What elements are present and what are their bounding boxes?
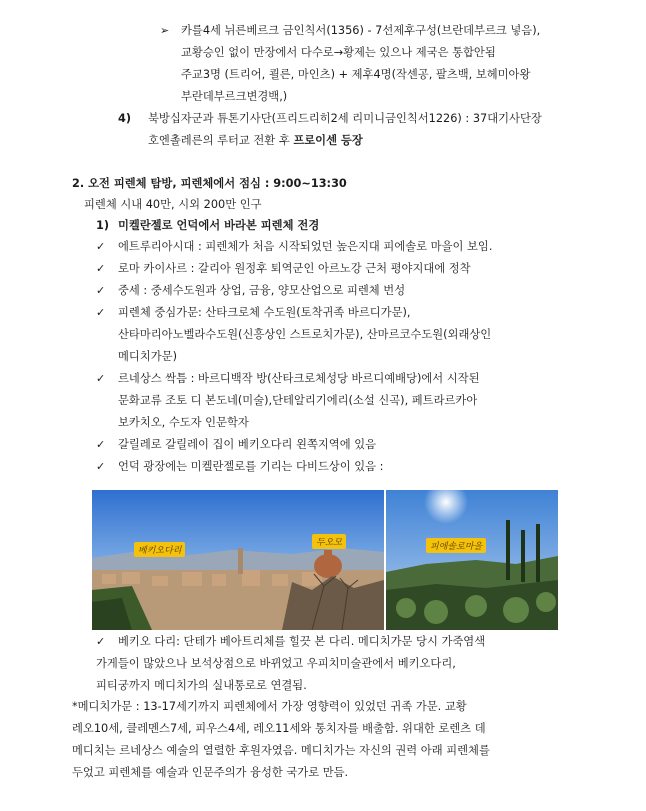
subsection-heading: 미켈란젤로 언덕에서 바라본 피렌체 전경: [118, 219, 320, 232]
vecchio-bridge-line-3: 피티궁까지 메디치가의 실내통로로 연결됨.: [96, 679, 307, 692]
check-icon: ✓: [96, 438, 106, 451]
footnote-line-3: 메디치는 르네상스 예술의 열렬한 후원자였음. 메디치가는 자신의 권력 아래 피렌체를: [72, 744, 490, 757]
photo-tag-fiesole: 피에솔로마을: [426, 538, 486, 553]
check-icon: ✓: [96, 306, 106, 319]
section-heading: 2. 오전 피렌체 탐방, 피렌체에서 점심 : 9:00~13:30: [72, 177, 347, 190]
item4-line-1: 북방십자군과 튜톤기사단(프리드리히2세 리미니금인칙서1226) : 37대기사단장: [148, 112, 542, 125]
check-item-7: 언덕 광장에는 미켈란젤로를 기리는 다비드상이 있음 :: [118, 460, 384, 473]
check-item-4-line-2: 산타마리아노벨라수도원(신흥상인 스트로치가문), 산마르코수도원(외래상인: [118, 328, 492, 341]
arrow-item-line-4: 부란데부르크변경백,): [181, 90, 288, 103]
check-icon: ✓: [96, 372, 106, 385]
check-item-1: 에트루리아시대 : 피렌체가 처음 시작되었던 높은지대 피에솔로 마을이 보임.: [118, 240, 493, 253]
check-icon: ✓: [96, 460, 106, 473]
item4-line-2-text: 호엔촐레른의 루터교 전환 후: [148, 134, 294, 147]
check-item-5-line-2: 문화교류 조토 디 본도네(미술),단테알리기에리(소설 신곡), 페트라르카아: [118, 394, 478, 407]
check-icon: ✓: [96, 635, 106, 648]
fiesole-hills-photo: [386, 490, 558, 630]
florence-panorama-photo: [92, 490, 384, 630]
footnote-line-4: 두었고 피렌체를 예술과 인문주의가 융성한 국가로 만듬.: [72, 766, 349, 779]
arrow-item-line-1: 카를4세 뉘른베르크 금인칙서(1356) - 7선제후구성(브란데부르크 넣음),: [181, 24, 541, 37]
arrow-item-line-2: 교황승인 없이 만장에서 다수로→황제는 있으나 제국은 통합안됨: [181, 46, 496, 59]
population-line: 피렌체 시내 40만, 시외 200만 인구: [84, 198, 262, 211]
check-icon: ✓: [96, 284, 106, 297]
check-item-2: 로마 카이사르 : 갈리아 원정후 퇴역군인 아르노강 근처 평야지대에 정착: [118, 262, 471, 275]
photo-tag-vecchio-bridge: 베키오다리: [134, 542, 185, 557]
item4-number: 4): [118, 112, 132, 125]
vecchio-bridge-line-2: 가게들이 많았으나 보석상점으로 바뀌었고 우피치미술관에서 베키오다리,: [96, 657, 456, 670]
florence-panorama-graphic: [92, 490, 384, 630]
subsection-number: 1): [96, 219, 110, 232]
check-item-4-line-1: 피렌체 중심가문: 산타크로체 수도원(토착귀족 바르디가문),: [118, 306, 411, 319]
arrow-item-line-3: 주교3명 (트리어, 쾰른, 마인츠) + 제후4명(작센공, 팔츠백, 보헤미아왕: [181, 68, 531, 81]
check-item-3: 중세 : 중세수도원과 상업, 금융, 양모산업으로 피렌체 번성: [118, 284, 406, 297]
check-item-6: 갈릴레로 갈릴레이 집이 베키오다리 왼쪽지역에 있음: [118, 438, 377, 451]
check-item-5-line-3: 보카치오, 수도자 인문학자: [118, 416, 249, 429]
fiesole-hills-graphic: [386, 490, 558, 630]
check-item-4-line-3: 메디치가문): [118, 350, 177, 363]
footnote-line-2: 레오10세, 클레멘스7세, 피우스4세, 레오11세와 통치자를 배출함. 위대한 로렌츠 데: [72, 722, 486, 735]
footnote-line-1: *메디치가문 : 13-17세기까지 피렌체에서 가장 영향력이 있었던 귀족 가문. 교황: [72, 700, 467, 713]
check-icon: ✓: [96, 240, 106, 253]
photo-tag-duomo: 두오모: [312, 534, 346, 549]
arrow-bullet-icon: ➢: [160, 24, 170, 37]
vecchio-bridge-line-1: 베키오 다리: 단테가 베아트리체를 힐끗 본 다리. 메디치가문 당시 가죽염색: [118, 635, 486, 648]
item4-line-2-bold: 프로이센 등장: [293, 134, 363, 147]
item4-line-2: [148, 133, 363, 149]
check-icon: ✓: [96, 262, 106, 275]
check-item-5-line-1: 르네상스 싹틈 : 바르디백작 방(산타크로체성당 바르디예배당)에서 시작된: [118, 372, 480, 385]
